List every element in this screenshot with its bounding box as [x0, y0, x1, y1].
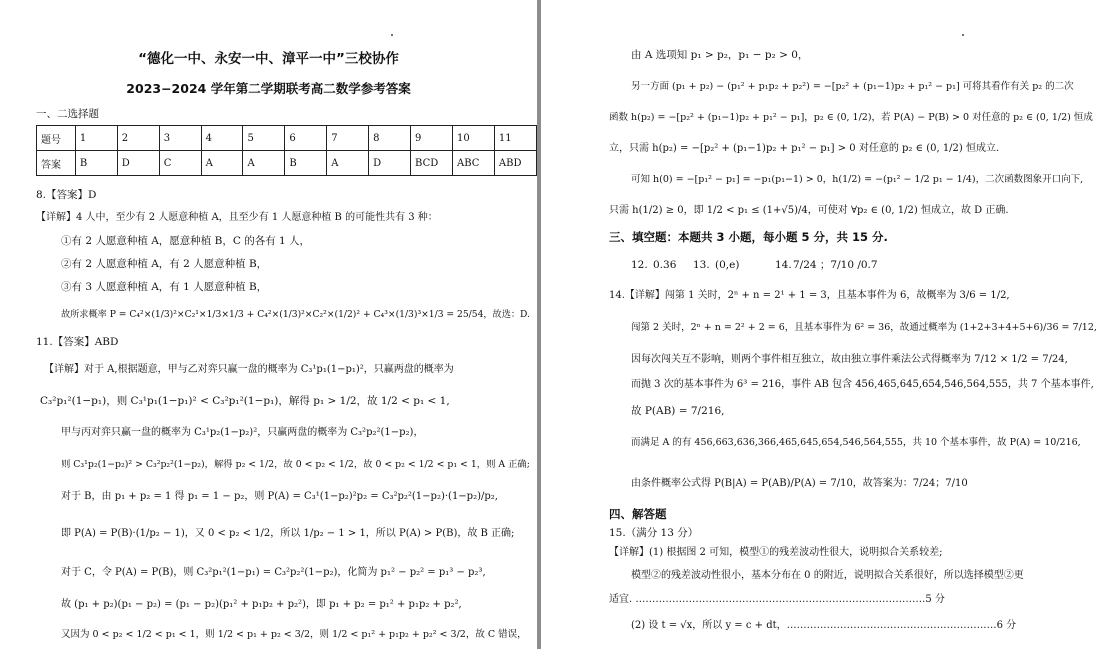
solution-line: 【详解】对于 A,根据题意，甲与乙对弈只赢一盘的概率为 C₃¹p₁(1−p₁)²，只赢两盘的概率为	[44, 364, 454, 375]
solution-line: 模型②的残差波动性很小，基本分布在 0 的附近，说明拟合关系很好，所以选择模型②更	[631, 570, 1024, 581]
table-header-cell: 答案	[37, 151, 76, 176]
table-cell: ABC	[452, 151, 494, 176]
section-heading-fill: 三、填空题：本题共 3 小题，每小题 5 分，共 15 分.	[609, 230, 888, 244]
table-row-numbers	[37, 126, 537, 151]
solution-line: 即 P(A) = P(B)·(1/p₂ − 1)，又 0 < p₂ < 1/2，所以 1/p₂ − 1 > 1，所以 P(A) > P(B)，故 B 正确;	[61, 528, 515, 539]
solution-line: 因每次闯关互不影响，则两个事件相互独立，故由独立事件乘法公式得概率为 7/12 × 1/2 = 7/24,	[631, 354, 1068, 365]
solution-line: 适宜. ……………………………………………………………………………5 分	[609, 594, 945, 605]
table-header-cell: 题号	[37, 126, 76, 151]
table-cell: A	[243, 151, 285, 176]
scan-speck	[962, 34, 964, 36]
section-heading-choice: 一、二选择题	[36, 108, 99, 120]
solution-line: 立，只需 h(p₂) = −[p₂² + (p₁−1)p₂ + p₁² − p₁] > 0 对任意的 p₂ ∈ (0, 1/2) 恒成立.	[609, 143, 1000, 154]
solution-line: (2) 设 t = √x，所以 y = c + dt，………………………………………………………6 分	[631, 620, 1017, 631]
table-cell: 4	[201, 126, 243, 151]
solution-line: 故 (p₁ + p₂)(p₁ − p₂) = (p₁ − p₂)(p₁² + p₁p₂ + p₂²)，即 p₁ + p₂ = p₁² + p₁p₂ + p₂²,	[61, 599, 462, 610]
fill-q13-label: 13.	[693, 259, 710, 271]
table-cell: 10	[452, 126, 494, 151]
fill-q13-answer: (0,e)	[715, 259, 740, 271]
scan-speck	[391, 34, 393, 36]
table-cell: 9	[411, 126, 453, 151]
solution-line: 对于 B，由 p₁ + p₂ = 1 得 p₁ = 1 − p₂，则 P(A) = C₃¹(1−p₂)²p₂ = C₃²p₂²(1−p₂)·(1−p₂)/p₂,	[61, 491, 498, 502]
fill-q14-label: 14.	[775, 259, 792, 271]
solution-line: 由条件概率公式得 P(B|A) = P(AB)/P(A) = 7/10，故答案为：7/24；7/10	[631, 478, 968, 489]
solution-line: 对于 C，令 P(A) = P(B)，则 C₃²p₁²(1−p₁) = C₃²p₂²(1−p₂)，化简为 p₁² − p₂² = p₁³ − p₂³,	[61, 567, 486, 578]
table-cell: ABD	[494, 151, 536, 176]
solution-line: 14.【详解】闯第 1 关时，2ⁿ + n = 2¹ + 1 = 3，且基本事件为 6，故概率为 3/6 = 1/2,	[609, 290, 1010, 301]
solution-line: 又因为 0 < p₂ < 1/2 < p₁ < 1，则 1/2 < p₁ + p₂ < 3/2，则 1/2 < p₁² + p₁p₂ + p₂² < 3/2，故 C 错误，	[61, 629, 527, 640]
answer-line-q8: 8.【答案】D	[36, 189, 97, 201]
solution-line: 函数 h(p₂) = −[p₂² + (p₁−1)p₂ + p₁² − p₁]，p₂ ∈ (0, 1/2)，若 P(A) − P(B) > 0 对任意的 p₂ ∈ (0, 1/2) 恒成	[609, 112, 1093, 123]
solution-line: 可知 h(0) = −[p₁² − p₁] = −p₁(p₁−1) > 0，h(1/2) = −(p₁² − 1/2 p₁ − 1/4)，二次函数图象开口向下,	[631, 174, 1084, 185]
table-cell: 1	[75, 126, 117, 151]
table-cell: D	[369, 151, 411, 176]
answer-table	[36, 125, 537, 176]
solution-line: 故 P(AB) = 7/216,	[631, 405, 725, 417]
fill-q12-label: 12.	[631, 259, 648, 271]
table-cell: B	[285, 151, 327, 176]
table-cell: 8	[369, 126, 411, 151]
solution-line: 由 A 选项知 p₁ > p₂，p₁ − p₂ > 0，	[631, 49, 809, 61]
table-cell: 2	[117, 126, 159, 151]
solution-line: 另一方面 (p₁ + p₂) − (p₁² + p₁p₂ + p₂²) = −[p₂² + (p₁−1)p₂ + p₁² − p₁] 可将其看作有关 p₂ 的二次	[631, 81, 1074, 92]
solution-line: ②有 2 人愿意种植 A，有 2 人愿意种植 B，	[61, 258, 268, 270]
section-heading-answer: 四、解答题	[609, 507, 667, 521]
table-cell: 11	[494, 126, 536, 151]
solution-line: C₃²p₁²(1−p₁)，则 C₃¹p₁(1−p₁)² < C₃²p₁²(1−p₁)，解得 p₁ > 1/2，故 1/2 < p₁ < 1,	[40, 395, 450, 407]
table-cell: A	[327, 151, 369, 176]
question-header-q15: 15.（满分 13 分）	[609, 527, 699, 539]
solution-line: 甲与丙对弈只赢一盘的概率为 C₃¹p₂(1−p₂)²，只赢两盘的概率为 C₃²p₂²(1−p₂)，	[61, 427, 424, 438]
solution-line: 闯第 2 关时，2ⁿ + n = 2² + 2 = 6，且基本事件为 6² = 36，故通过概率为 (1+2+3+4+5+6)/36 = 7/12,	[631, 322, 1097, 333]
table-cell: C	[159, 151, 201, 176]
table-cell: BCD	[411, 151, 453, 176]
left-page	[0, 0, 537, 649]
doc-title-exam: 2023−2024 学年第二学期联考高二数学参考答案	[126, 81, 411, 96]
solution-line: 而满足 A 的有 456,663,636,366,465,645,654,546,564,555，共 10 个基本事件，故 P(A) = 10/216,	[631, 437, 1081, 448]
solution-line: ③有 3 人愿意种植 A，有 1 人愿意种植 B，	[61, 281, 268, 293]
table-cell: A	[201, 151, 243, 176]
solution-line: 【详解】(1) 根据图 2 可知，模型①的残差波动性很大，说明拟合关系较差;	[609, 547, 943, 558]
table-cell: B	[75, 151, 117, 176]
right-page	[541, 0, 1109, 649]
table-cell: 5	[243, 126, 285, 151]
solution-line: 只需 h(1/2) ≥ 0，即 1/2 < p₁ ≤ (1+√5)/4，可使对 ∀p₂ ∈ (0, 1/2) 恒成立，故 D 正确.	[609, 205, 1009, 216]
table-cell: 3	[159, 126, 201, 151]
table-row-answers	[37, 151, 537, 176]
doc-title-schools: “德化一中、永安一中、漳平一中”三校协作	[138, 51, 399, 67]
solution-line: 则 C₃¹p₂(1−p₂)² > C₃²p₂²(1−p₂)，解得 p₂ < 1/2，故 0 < p₂ < 1/2，故 0 < p₂ < 1/2 < p₁ < 1，则 A 正确;	[61, 459, 530, 470]
table-cell: 7	[327, 126, 369, 151]
solution-line: 【详解】4 人中，至少有 2 人愿意种植 A，且至少有 1 人愿意种植 B 的可能性共有 3 种：	[36, 212, 438, 223]
fill-q14-answer: 7/24 ；7/10 /0.7	[793, 259, 878, 271]
answer-line-q11: 11.【答案】ABD	[36, 336, 119, 348]
table-cell: 6	[285, 126, 327, 151]
fill-q12-answer: 0.36	[653, 259, 677, 271]
solution-line: ①有 2 人愿意种植 A，愿意种植 B，C 的各有 1 人，	[61, 235, 311, 247]
solution-line: 故所求概率 P = C₄²×(1/3)²×C₂¹×1/3×1/3 + C₄²×(1/3)²×C₂²×(1/2)² + C₄³×(1/3)³×1/3 = 25/54，故选：D.	[61, 309, 530, 320]
solution-line: 而抛 3 次的基本事件为 6³ = 216，事件 AB 包含 456,465,645,654,546,564,555，共 7 个基本事件,	[631, 379, 1094, 390]
table-cell: D	[117, 151, 159, 176]
